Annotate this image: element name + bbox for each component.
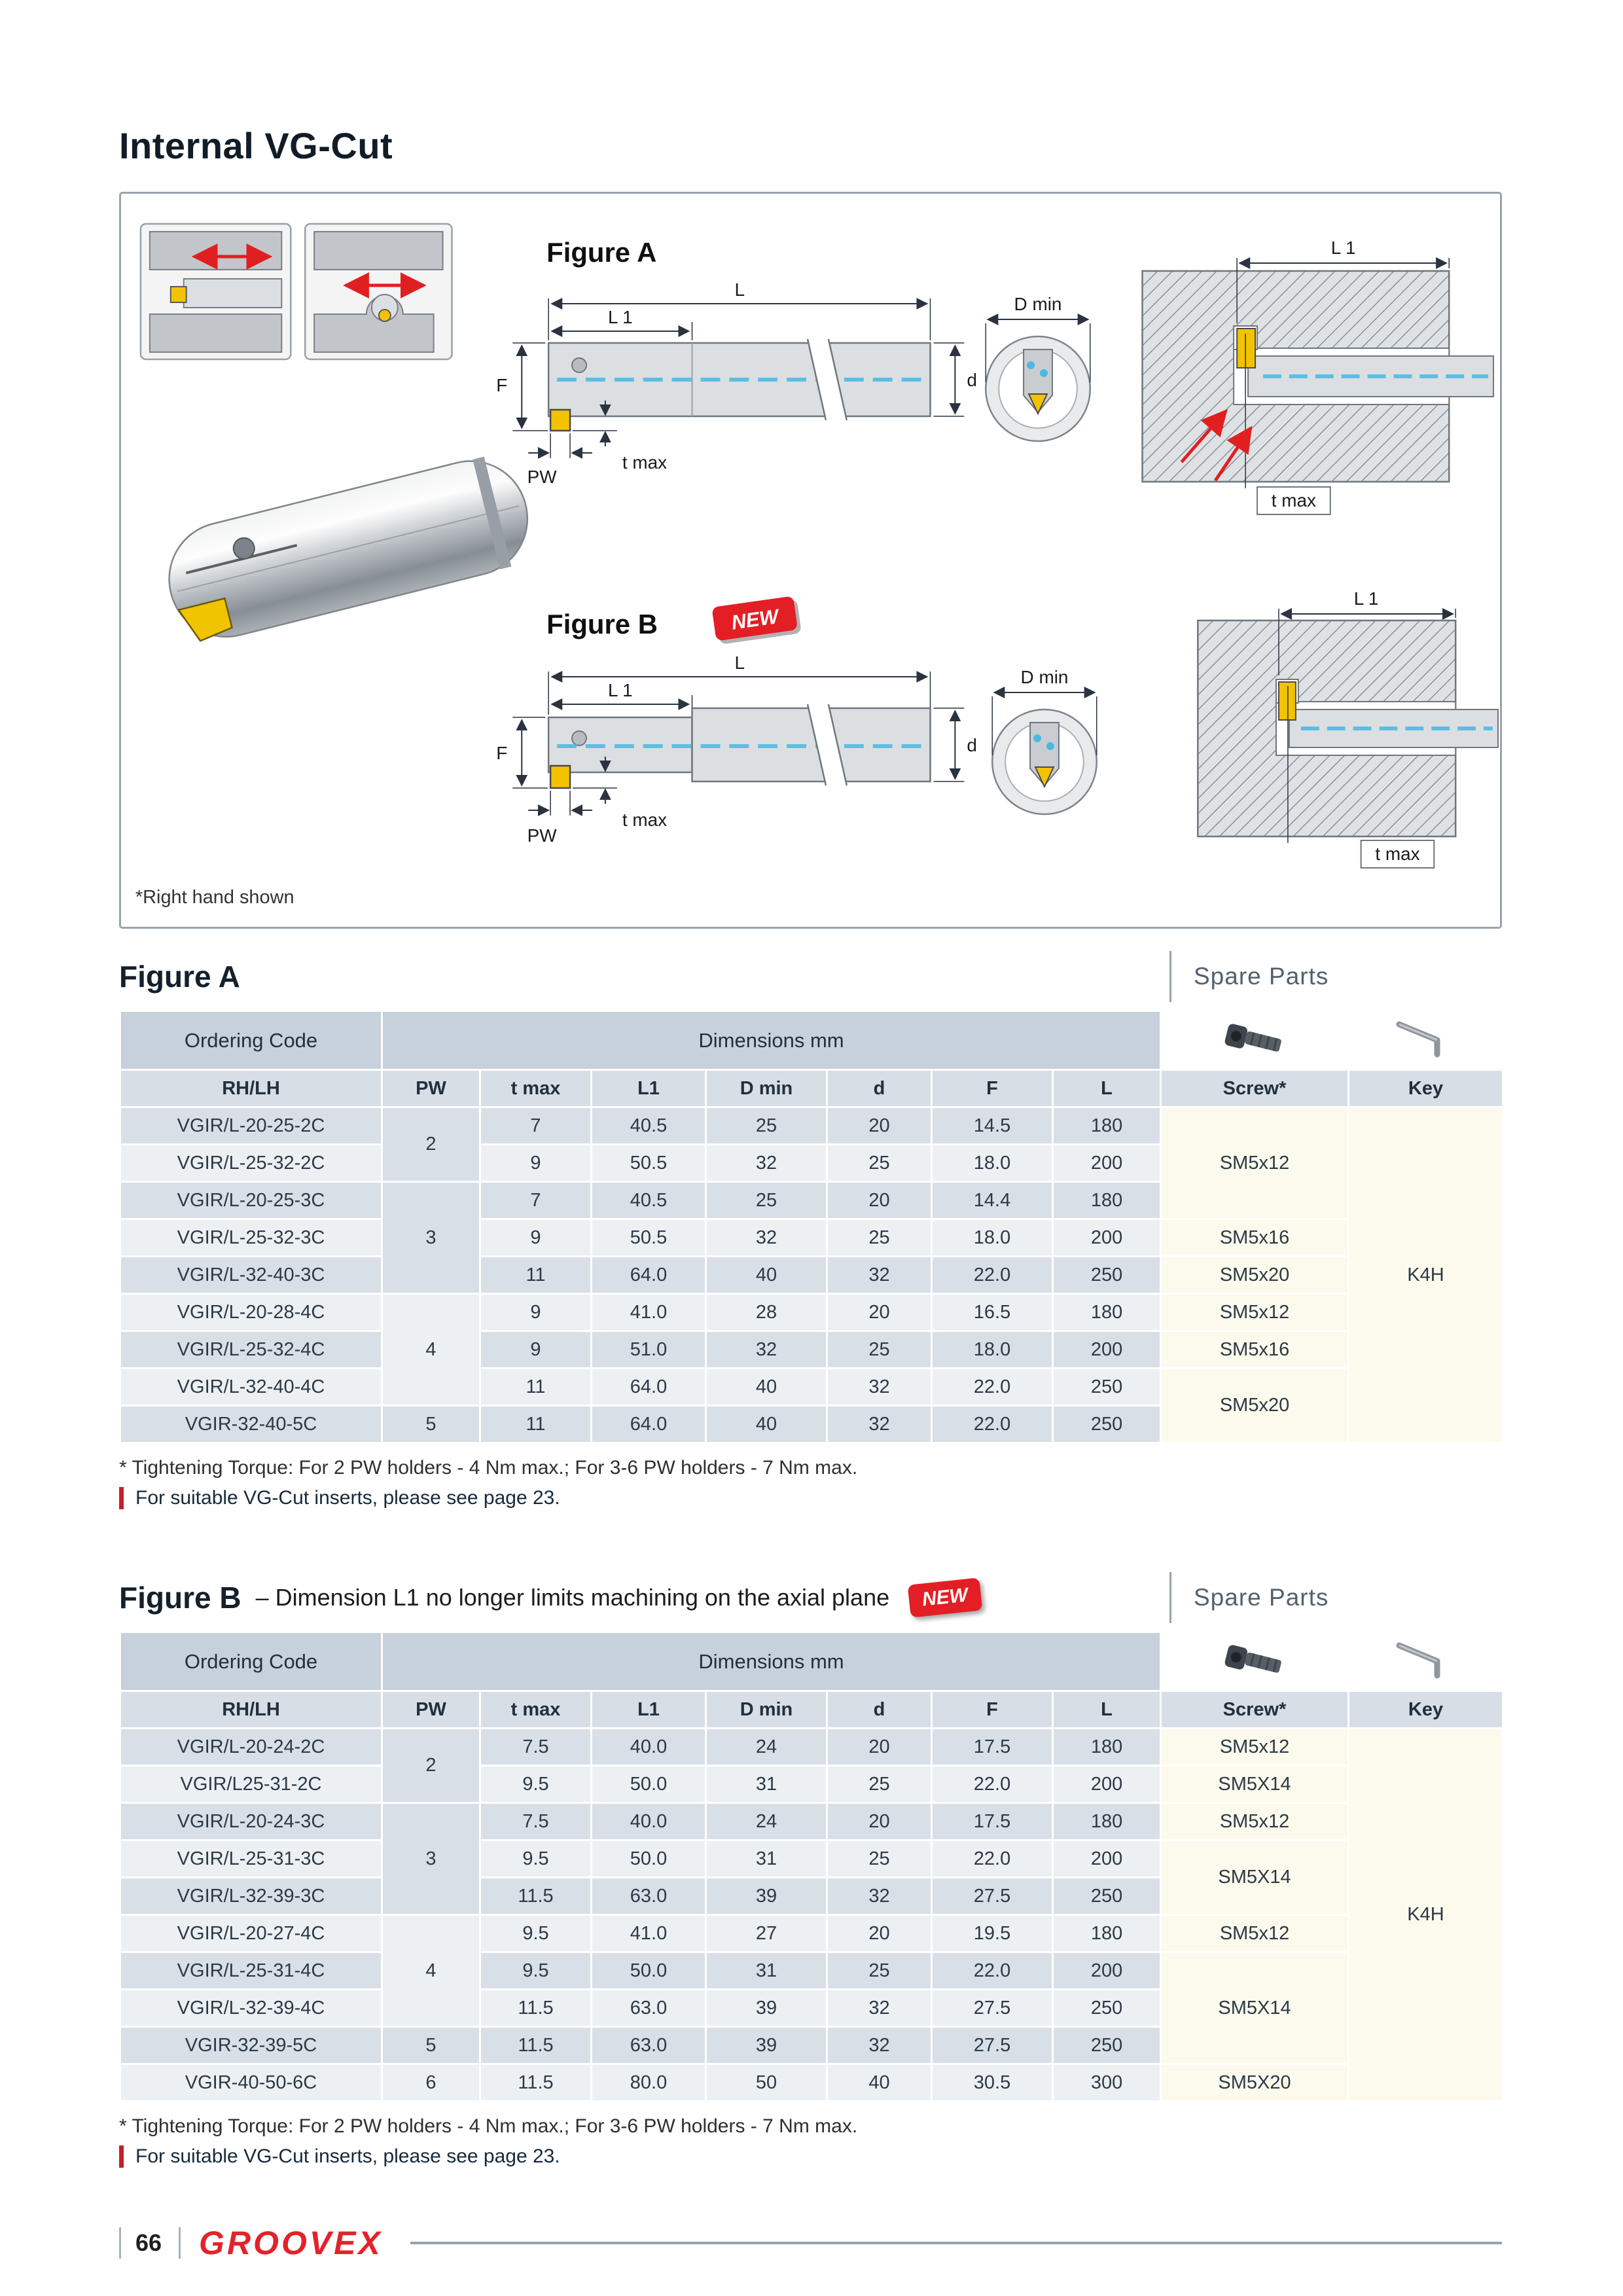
cell-screw: SM5X14 (1161, 1952, 1349, 2064)
cell-tmax: 9.5 (480, 1766, 592, 1803)
col-d: d (827, 1691, 932, 1729)
cell-d: 32 (827, 2027, 932, 2064)
cell-code: VGIR/L-32-40-3C (120, 1257, 382, 1294)
cell-screw: SM5x20 (1161, 1257, 1349, 1294)
hex-key-icon (1383, 1635, 1469, 1683)
cell-code: VGIR/L-32-39-3C (120, 1878, 382, 1915)
brand-logo: GROOVEX (199, 2225, 383, 2261)
figure-a-section-view (1143, 238, 1493, 514)
torque-footnote: * Tightening Torque: For 2 PW holders - 4 Nm max.; For 3-6 PW holders - 7 Nm max. (119, 1457, 858, 1479)
cell-code: VGIR/L-32-39-4C (120, 1990, 382, 2027)
cell-pw: 2 (382, 1729, 480, 1803)
cell-screw: SM5x16 (1161, 1331, 1349, 1369)
figure-a-heading (119, 951, 1502, 1002)
cell-d: 25 (827, 1840, 932, 1878)
cell-d: 40 (827, 2064, 932, 2102)
cell-dmin: 40 (706, 1257, 827, 1294)
table-row (120, 1107, 1503, 1145)
cell-f: 30.5 (932, 2064, 1053, 2102)
cell-f: 16.5 (932, 1294, 1053, 1331)
dim-tmax-label: t max (1271, 490, 1317, 511)
cell-code: VGIR/L-20-28-4C (120, 1294, 382, 1331)
cell-l1: 64.0 (592, 1406, 706, 1443)
cell-screw: SM5X20 (1161, 2064, 1349, 2102)
hex-key-icon-cell (1349, 1632, 1503, 1691)
cell-l1: 41.0 (592, 1294, 706, 1331)
cell-tmax: 9 (480, 1294, 592, 1331)
technical-diagram (121, 194, 1500, 927)
dim-Dmin-label: D min (1020, 666, 1069, 688)
cell-f: 17.5 (932, 1729, 1053, 1766)
cell-dmin: 50 (706, 2064, 827, 2102)
cell-dmin: 40 (706, 1406, 827, 1443)
cell-f: 22.0 (932, 1766, 1053, 1803)
cell-screw: SM5x12 (1161, 1803, 1349, 1840)
cell-dmin: 39 (706, 1878, 827, 1915)
cell-f: 22.0 (932, 1840, 1053, 1878)
table-row (120, 1729, 1503, 1766)
figure-b-diagram-label: Figure B (546, 608, 658, 640)
cell-l1: 40.5 (592, 1107, 706, 1145)
cell-f: 14.4 (932, 1182, 1053, 1219)
cell-code: VGIR-32-39-5C (120, 2027, 382, 2064)
cell-l: 200 (1053, 1952, 1161, 1990)
cell-l: 180 (1053, 1803, 1161, 1840)
cell-d: 25 (827, 1952, 932, 1990)
ordering-code-header: Ordering Code (120, 1632, 382, 1691)
cell-code: VGIR/L-25-32-3C (120, 1219, 382, 1257)
cell-l: 250 (1053, 1406, 1161, 1443)
col-screw: Screw* (1161, 1070, 1349, 1107)
dim-Dmin-label: D min (1014, 293, 1062, 315)
dimensions-header: Dimensions mm (382, 1632, 1161, 1691)
table-row (120, 1915, 1503, 1952)
cell-code: VGIR/L-32-40-4C (120, 1369, 382, 1406)
cell-pw: 2 (382, 1107, 480, 1182)
cell-dmin: 24 (706, 1729, 827, 1766)
new-badge-diagram (711, 596, 801, 645)
cell-key: K4H (1349, 1729, 1503, 2102)
cell-code: VGIR/L-20-24-2C (120, 1729, 382, 1766)
figure-b-table (119, 1631, 1504, 2102)
direction-icon-2 (305, 224, 452, 359)
cell-screw: SM5x12 (1161, 1915, 1349, 1952)
cell-l: 180 (1053, 1107, 1161, 1145)
cell-dmin: 39 (706, 2027, 827, 2064)
figure-b-drawing (496, 588, 1498, 868)
cell-d: 20 (827, 1803, 932, 1840)
cell-l: 200 (1053, 1219, 1161, 1257)
cell-tmax: 9.5 (480, 1952, 592, 1990)
right-hand-note: *Right hand shown (135, 886, 294, 908)
cell-code: VGIR/L-20-27-4C (120, 1915, 382, 1952)
col-dmin: D min (706, 1070, 827, 1107)
cell-f: 14.5 (932, 1107, 1053, 1145)
cell-code: VGIR/L-25-32-2C (120, 1145, 382, 1182)
figure-a-table (119, 1010, 1504, 1444)
table-row (120, 1331, 1503, 1369)
cell-d: 25 (827, 1766, 932, 1803)
col-l: L (1053, 1691, 1161, 1729)
cell-l: 250 (1053, 2027, 1161, 2064)
cell-screw: SM5X14 (1161, 1840, 1349, 1915)
cell-dmin: 25 (706, 1182, 827, 1219)
col-d: d (827, 1070, 932, 1107)
column-header-row (120, 1691, 1503, 1729)
cell-d: 20 (827, 1915, 932, 1952)
table-row (120, 2064, 1503, 2102)
direction-icon-1 (141, 224, 291, 359)
dim-L1-label: L 1 (607, 306, 633, 328)
cell-d: 20 (827, 1182, 932, 1219)
screw-icon (1212, 1014, 1297, 1062)
cell-d: 20 (827, 1294, 932, 1331)
cell-d: 32 (827, 1369, 932, 1406)
page-content (119, 0, 1502, 2168)
cell-d: 25 (827, 1219, 932, 1257)
cell-dmin: 31 (706, 1840, 827, 1878)
cell-d: 32 (827, 1257, 932, 1294)
dim-tmax-label: t max (1375, 843, 1420, 865)
cell-l: 200 (1053, 1766, 1161, 1803)
cell-tmax: 9 (480, 1219, 592, 1257)
dim-L1-label: L 1 (1353, 588, 1379, 609)
col-tmax: t max (480, 1691, 592, 1729)
cell-l1: 50.0 (592, 1840, 706, 1878)
cell-l: 200 (1053, 1840, 1161, 1878)
cell-d: 32 (827, 1990, 932, 2027)
group-header-row (120, 1011, 1503, 1070)
cell-tmax: 7.5 (480, 1803, 592, 1840)
cell-l1: 50.5 (592, 1219, 706, 1257)
figure-a-title: Figure A (119, 960, 240, 994)
cell-d: 25 (827, 1331, 932, 1369)
cell-f: 18.0 (932, 1331, 1053, 1369)
cell-f: 22.0 (932, 1257, 1053, 1294)
cell-l1: 50.5 (592, 1145, 706, 1182)
cell-code: VGIR/L-20-24-3C (120, 1803, 382, 1840)
figure-a-diagram-label: Figure A (546, 236, 657, 268)
dim-F-label: F (496, 374, 508, 396)
cell-tmax: 9.5 (480, 1915, 592, 1952)
col-key: Key (1349, 1691, 1503, 1729)
column-header-row (120, 1070, 1503, 1107)
cell-code: VGIR-32-40-5C (120, 1406, 382, 1443)
inserts-footnote-text: For suitable VG-Cut inserts, please see page 23. (135, 2145, 560, 2167)
cell-dmin: 27 (706, 1915, 827, 1952)
cell-l: 180 (1053, 1294, 1161, 1331)
cell-tmax: 11 (480, 1257, 592, 1294)
cell-dmin: 32 (706, 1219, 827, 1257)
cell-l: 200 (1053, 1331, 1161, 1369)
col-rhlh: RH/LH (120, 1691, 382, 1729)
new-badge: NEW (908, 1577, 983, 1617)
cell-f: 27.5 (932, 1878, 1053, 1915)
cell-f: 17.5 (932, 1803, 1053, 1840)
cell-f: 22.0 (932, 1369, 1053, 1406)
cell-d: 32 (827, 1878, 932, 1915)
cell-dmin: 28 (706, 1294, 827, 1331)
col-dmin: D min (706, 1691, 827, 1729)
page-title: Internal VG-Cut (119, 125, 393, 166)
cell-f: 22.0 (932, 1952, 1053, 1990)
figure-a-drawing (496, 237, 1493, 514)
cell-code: VGIR/L-25-32-4C (120, 1331, 382, 1369)
cell-l1: 63.0 (592, 2027, 706, 2064)
spare-parts-label: Spare Parts (1169, 1572, 1329, 1623)
cell-key: K4H (1349, 1107, 1503, 1443)
cell-f: 18.0 (932, 1219, 1053, 1257)
cell-f: 18.0 (932, 1145, 1053, 1182)
footer-divider (119, 2227, 121, 2259)
cell-pw: 5 (382, 1406, 480, 1443)
dim-tmax-label: t max (622, 452, 668, 473)
cell-pw: 4 (382, 1294, 480, 1406)
dimensions-header: Dimensions mm (382, 1011, 1161, 1070)
cell-l: 250 (1053, 1990, 1161, 2027)
spare-parts-label: Spare Parts (1169, 951, 1329, 1002)
col-l1: L1 (592, 1691, 706, 1729)
cell-l1: 64.0 (592, 1257, 706, 1294)
cell-tmax: 9 (480, 1145, 592, 1182)
col-screw: Screw* (1161, 1691, 1349, 1729)
col-l: L (1053, 1070, 1161, 1107)
red-bar-icon (119, 1487, 124, 1509)
cell-tmax: 11.5 (480, 2064, 592, 2102)
cell-l1: 50.0 (592, 1952, 706, 1990)
cell-tmax: 9.5 (480, 1840, 592, 1878)
cell-d: 20 (827, 1729, 932, 1766)
cell-code: VGIR-40-50-6C (120, 2064, 382, 2102)
table-row (120, 1952, 1503, 1990)
cell-tmax: 11 (480, 1369, 592, 1406)
cell-dmin: 24 (706, 1803, 827, 1840)
cell-l1: 50.0 (592, 1766, 706, 1803)
cell-dmin: 40 (706, 1369, 827, 1406)
cell-l: 300 (1053, 2064, 1161, 2102)
cell-l1: 40.0 (592, 1729, 706, 1766)
col-f: F (932, 1070, 1053, 1107)
cell-l1: 40.0 (592, 1803, 706, 1840)
cell-l: 180 (1053, 1182, 1161, 1219)
screw-icon (1212, 1635, 1297, 1683)
cell-f: 19.5 (932, 1915, 1053, 1952)
page-number: 66 (135, 2229, 162, 2256)
dim-tmax-label: t max (622, 809, 668, 831)
dim-L1-label: L 1 (607, 679, 633, 701)
table-row (120, 1257, 1503, 1294)
cell-dmin: 32 (706, 1145, 827, 1182)
cell-screw: SM5x12 (1161, 1729, 1349, 1766)
cell-l: 250 (1053, 1257, 1161, 1294)
hex-key-icon (1383, 1014, 1469, 1062)
cell-screw: SM5x16 (1161, 1219, 1349, 1257)
cell-screw: SM5X14 (1161, 1766, 1349, 1803)
cell-d: 32 (827, 1406, 932, 1443)
cell-f: 27.5 (932, 1990, 1053, 2027)
cell-pw: 6 (382, 2064, 480, 2102)
dim-d-label: d (967, 369, 977, 391)
cell-l: 180 (1053, 1729, 1161, 1766)
cell-l: 250 (1053, 1369, 1161, 1406)
cell-pw: 5 (382, 2027, 480, 2064)
col-rhlh: RH/LH (120, 1070, 382, 1107)
inserts-footnote-text: For suitable VG-Cut inserts, please see page 23. (135, 1487, 560, 1509)
cell-tmax: 11.5 (480, 1878, 592, 1915)
torque-footnote: * Tightening Torque: For 2 PW holders - 4 Nm max.; For 3-6 PW holders - 7 Nm max. (119, 2115, 858, 2137)
cell-f: 22.0 (932, 1406, 1053, 1443)
cell-tmax: 7 (480, 1107, 592, 1145)
cell-d: 20 (827, 1107, 932, 1145)
cell-l: 250 (1053, 1878, 1161, 1915)
figure-b-section-view (1198, 588, 1498, 868)
cell-screw: SM5x12 (1161, 1107, 1349, 1219)
cell-dmin: 39 (706, 1990, 827, 2027)
group-header-row (120, 1632, 1503, 1691)
figure-b-subtitle: – Dimension L1 no longer limits machining on the axial plane (255, 1584, 890, 1611)
cell-l: 180 (1053, 1915, 1161, 1952)
page-footer (119, 2224, 1502, 2262)
diagram-box (119, 192, 1502, 929)
table-row (120, 1369, 1503, 1406)
table-row (120, 1294, 1503, 1331)
cell-l1: 40.5 (592, 1182, 706, 1219)
cell-l1: 63.0 (592, 1878, 706, 1915)
cell-pw: 4 (382, 1915, 480, 2027)
cell-l1: 64.0 (592, 1369, 706, 1406)
figure-b-title: Figure B (119, 1581, 241, 1615)
cell-l1: 80.0 (592, 2064, 706, 2102)
ordering-code-header: Ordering Code (120, 1011, 382, 1070)
cell-l: 200 (1053, 1145, 1161, 1182)
cell-tmax: 9 (480, 1331, 592, 1369)
cell-l1: 41.0 (592, 1915, 706, 1952)
inserts-footnote (119, 2145, 1502, 2168)
table-row (120, 1840, 1503, 1878)
cell-tmax: 11.5 (480, 1990, 592, 2027)
figure-b-heading (119, 1572, 1502, 1623)
cell-code: VGIR/L-20-25-2C (120, 1107, 382, 1145)
cell-screw: SM5x12 (1161, 1294, 1349, 1331)
cell-tmax: 7.5 (480, 1729, 592, 1766)
col-pw: PW (382, 1070, 480, 1107)
footer-divider (179, 2227, 181, 2259)
cell-tmax: 11.5 (480, 2027, 592, 2064)
cell-pw: 3 (382, 1803, 480, 1915)
cell-screw: SM5x20 (1161, 1369, 1349, 1443)
dim-d-label: d (967, 734, 977, 756)
footer-rule (410, 2242, 1502, 2244)
cell-pw: 3 (382, 1182, 480, 1294)
dim-L-label: L (734, 279, 745, 300)
new-badge-text: NEW (730, 605, 780, 634)
hex-key-icon-cell (1349, 1011, 1503, 1070)
red-bar-icon (119, 2145, 124, 2168)
cell-l1: 51.0 (592, 1331, 706, 1369)
cell-code: VGIR/L-25-31-4C (120, 1952, 382, 1990)
cell-l1: 63.0 (592, 1990, 706, 2027)
cell-dmin: 31 (706, 1952, 827, 1990)
screw-icon-cell (1161, 1011, 1349, 1070)
cell-tmax: 11 (480, 1406, 592, 1443)
cell-tmax: 7 (480, 1182, 592, 1219)
dim-L1-label: L 1 (1330, 237, 1356, 259)
cell-f: 27.5 (932, 2027, 1053, 2064)
dim-F-label: F (496, 742, 508, 764)
col-tmax: t max (480, 1070, 592, 1107)
cell-dmin: 31 (706, 1766, 827, 1803)
dim-PW-label: PW (527, 825, 557, 846)
cell-code: VGIR/L-20-25-3C (120, 1182, 382, 1219)
screw-icon-cell (1161, 1632, 1349, 1691)
dim-L-label: L (734, 652, 745, 673)
col-f: F (932, 1691, 1053, 1729)
cell-d: 25 (827, 1145, 932, 1182)
cell-code: VGIR/L-25-31-3C (120, 1840, 382, 1878)
table-row (120, 1803, 1503, 1840)
tool-photo (157, 449, 539, 649)
cell-dmin: 25 (706, 1107, 827, 1145)
cell-dmin: 32 (706, 1331, 827, 1369)
table-row (120, 1219, 1503, 1257)
col-pw: PW (382, 1691, 480, 1729)
cell-code: VGIR/L25-31-2C (120, 1766, 382, 1803)
inserts-footnote (119, 1487, 1502, 1509)
table-row (120, 1766, 1503, 1803)
dim-PW-label: PW (527, 466, 557, 488)
col-l1: L1 (592, 1070, 706, 1107)
col-key: Key (1349, 1070, 1503, 1107)
